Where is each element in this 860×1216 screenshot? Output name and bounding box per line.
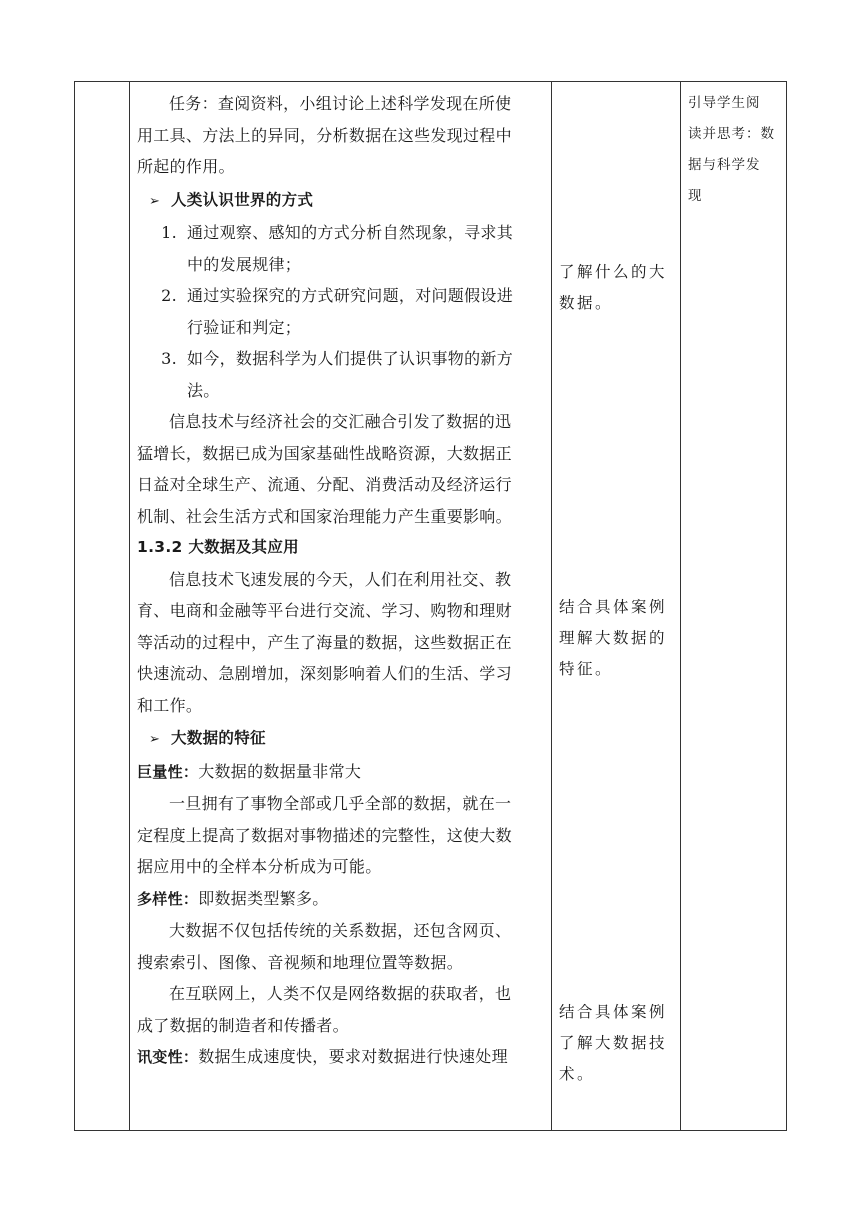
list-item: 3. 如今，数据科学为人们提供了认识事物的新方: [161, 349, 514, 368]
arrow-bullet-icon: ➢: [149, 193, 161, 209]
list-item: 2. 通过实验探究的方式研究问题，对问题假设进: [161, 286, 514, 305]
list-item-continuation: 法。: [187, 380, 220, 400]
list-item: 1. 通过观察、感知的方式分析自然现象，寻求其: [161, 223, 514, 242]
paragraph: 在互联网上，人类不仅是网络数据的获取者，也 成了数据的制造者和传播者。: [137, 984, 512, 1035]
bullet-heading: ➢ 大数据的特征: [137, 722, 553, 756]
bullet-heading: ➢ 人类认识世界的方式: [137, 184, 553, 218]
arrow-bullet-icon: ➢: [149, 732, 161, 747]
task-paragraph: 任务：查阅资料，小组讨论上述科学发现在所使 用工具、方法上的异同，分析数据在这些发现过程中 所起的作用。: [137, 94, 512, 176]
paragraph: 信息技术飞速发展的今天，人们在利用社交、教 育、电商和金融等平台进行交流、学习、购物和理财 等活动的过程中，产生了海量的数据，这些数据正在 快速流动、急剧增加，深刻影响着人们的生活、学习 和工作。: [137, 569, 512, 715]
teaching-content-cell: [137, 88, 553, 1074]
section-heading: 1.3.2 大数据及其应用: [137, 538, 299, 556]
trait-line: 巨量性：大数据的数据量非常大: [137, 761, 362, 781]
guidance-note: 引导学生阅 读并思考：数 据与科学发 现: [688, 95, 775, 204]
column-divider: [680, 82, 681, 1130]
trait-line: 讯变性：数据生成速度快，要求对数据进行快速处理: [137, 1047, 508, 1066]
design-note: 了解什么的大 数据。: [559, 263, 668, 312]
trait-line: 多样性：即数据类型繁多。: [137, 888, 329, 908]
list-item-continuation: 行验证和判定；: [187, 317, 302, 337]
paragraph: 一旦拥有了事物全部或几乎全部的数据，就在一 定程度上提高了数据对事物描述的完整性，这使大数 据应用中的全样本分析成为可能。: [137, 794, 512, 876]
paragraph: 信息技术与经济社会的交汇融合引发了数据的迅 猛增长，数据已成为国家基础性战略资源，大数据正 日益对全球生产、流通、分配、消费活动及经济运行 机制、社会生活方式和国家治理能力产生重要影响。: [137, 412, 512, 526]
design-note: 结合具体案例 了解大数据技 术。: [559, 1003, 668, 1083]
column-divider: [129, 82, 130, 1130]
numbered-list: [137, 217, 553, 406]
lesson-plan-table: [74, 81, 787, 1131]
list-item-continuation: 中的发展规律；: [187, 254, 302, 274]
design-note: 结合具体案例 理解大数据的 特征。: [559, 598, 668, 678]
paragraph: 大数据不仅包括传统的关系数据，还包含网页、 搜索索引、图像、音视频和地理位置等数据。: [137, 921, 512, 972]
